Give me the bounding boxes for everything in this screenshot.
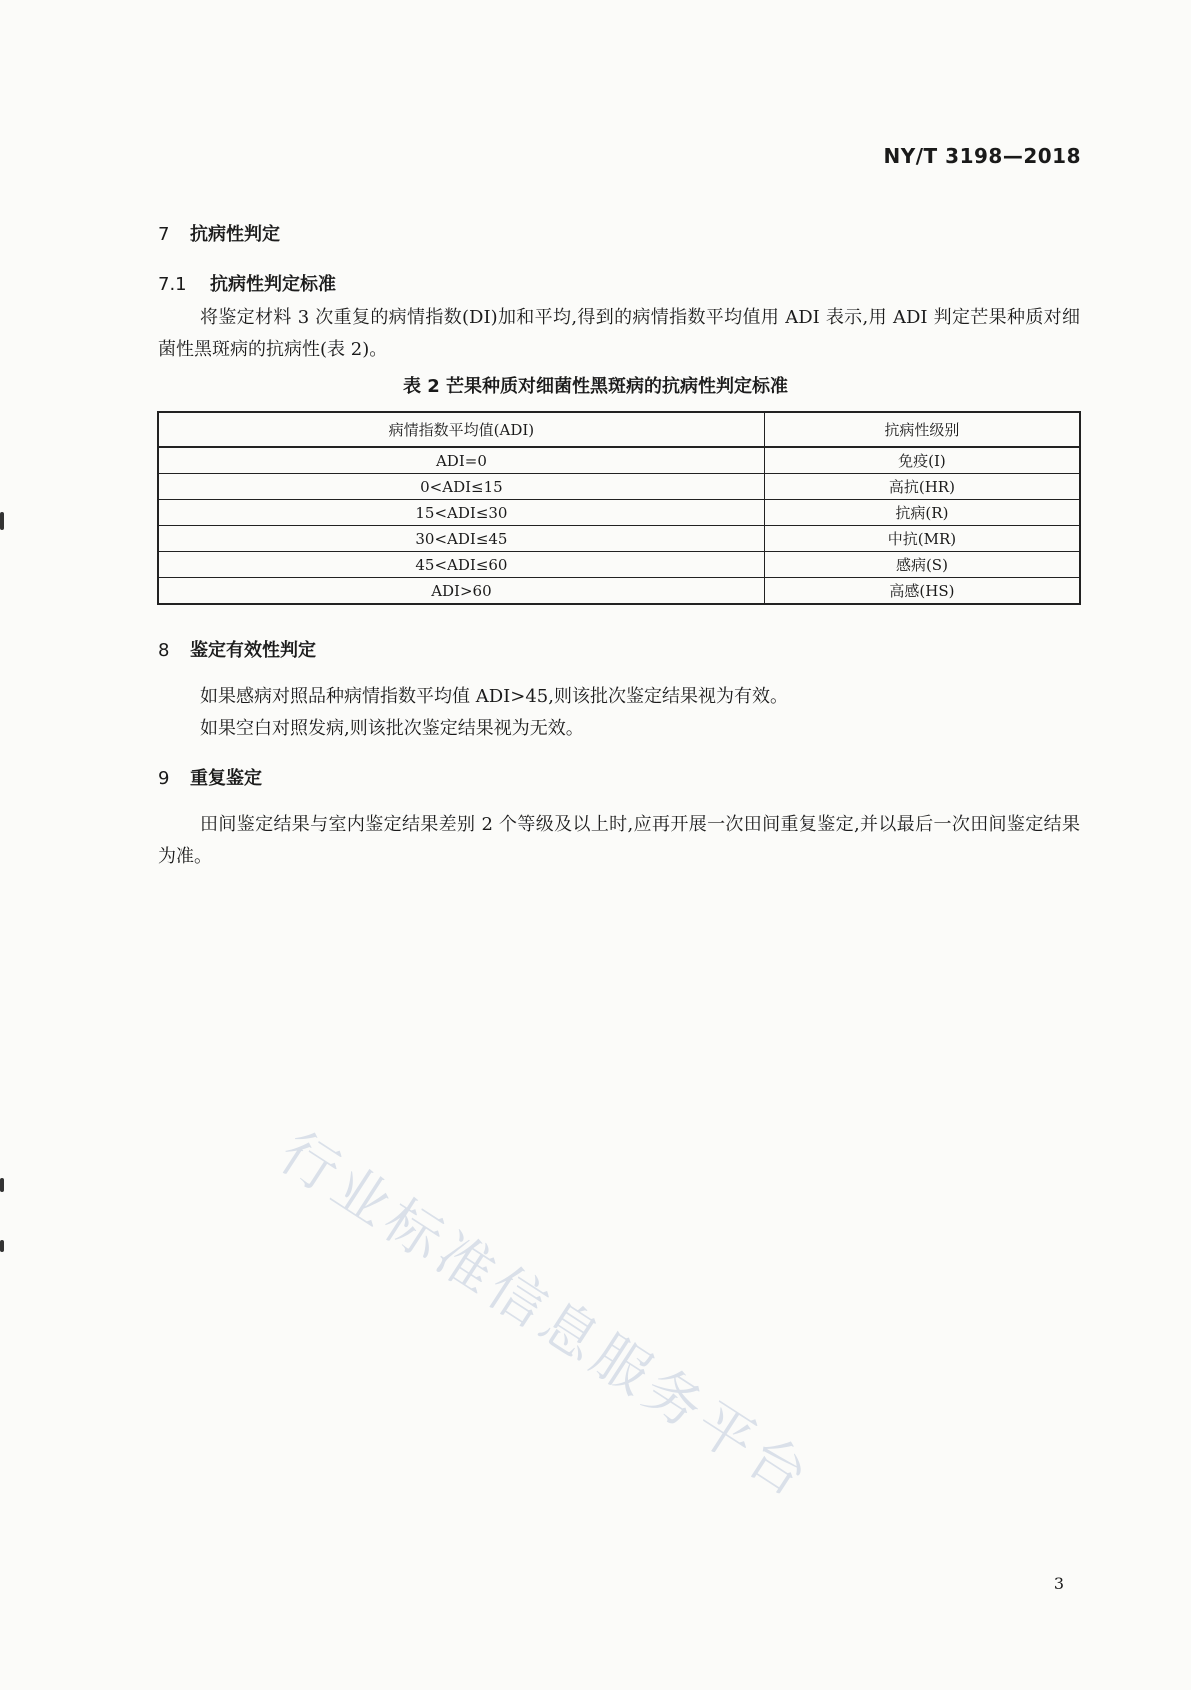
adi-range: ADI=0 (158, 447, 764, 474)
table-header-row (158, 412, 1080, 447)
resistance-level: 免疫(I) (764, 447, 1080, 474)
section-number: 7.1 (158, 274, 187, 295)
table-row (158, 526, 1080, 552)
adi-range: ADI>60 (158, 578, 764, 605)
adi-range: 45<ADI≤60 (158, 552, 764, 578)
section-9-paragraph: 田间鉴定结果与室内鉴定结果差别 2 个等级及以上时,应再开展一次田间重复鉴定,并以最后一次田间鉴定结果为准。 (158, 814, 1080, 867)
table-row (158, 447, 1080, 474)
adi-range: 0<ADI≤15 (158, 474, 764, 500)
scan-edge-mark (0, 1178, 4, 1192)
resistance-level: 感病(S) (764, 552, 1080, 578)
table-row (158, 578, 1080, 605)
resistance-level: 抗病(R) (764, 500, 1080, 526)
section-number: 8 (158, 640, 170, 661)
table-row (158, 474, 1080, 500)
table-row (158, 500, 1080, 526)
section-8-heading (158, 636, 316, 662)
table-caption: 表 2 芒果种质对细菌性黑斑病的抗病性判定标准 (402, 376, 789, 397)
section-8-line-2: 如果空白对照发病,则该批次鉴定结果视为无效。 (200, 718, 584, 739)
adi-range: 15<ADI≤30 (158, 500, 764, 526)
section-title: 重复鉴定 (190, 768, 262, 789)
resistance-level: 中抗(MR) (764, 526, 1080, 552)
standard-number: NY/T 3198—2018 (883, 144, 1081, 168)
watermark: 行业标准信息服务平台 (268, 1120, 824, 1513)
page-number: 3 (1053, 1574, 1064, 1593)
section-title: 抗病性判定 (190, 224, 280, 245)
section-number: 9 (158, 768, 170, 789)
section-title: 抗病性判定标准 (210, 274, 336, 295)
section-8-line-1: 如果感病对照品种病情指数平均值 ADI>45,则该批次鉴定结果视为有效。 (200, 686, 788, 707)
resistance-criteria-table (157, 411, 1081, 605)
column-header-level: 抗病性级别 (764, 412, 1080, 447)
section-7-1-paragraph: 将鉴定材料 3 次重复的病情指数(DI)加和平均,得到的病情指数平均值用 ADI 表示,用 ADI 判定芒果种质对细菌性黑斑病的抗病性(表 2)。 (158, 307, 1080, 360)
adi-range: 30<ADI≤45 (158, 526, 764, 552)
scan-edge-mark (0, 512, 4, 530)
section-title: 鉴定有效性判定 (190, 640, 316, 661)
section-7-1-heading (158, 270, 336, 296)
section-number: 7 (158, 224, 170, 245)
scan-edge-mark (0, 1240, 4, 1252)
resistance-level: 高抗(HR) (764, 474, 1080, 500)
section-9-heading (158, 764, 262, 790)
column-header-adi: 病情指数平均值(ADI) (158, 412, 764, 447)
resistance-level: 高感(HS) (764, 578, 1080, 605)
section-7-heading (158, 220, 280, 246)
table-row (158, 552, 1080, 578)
